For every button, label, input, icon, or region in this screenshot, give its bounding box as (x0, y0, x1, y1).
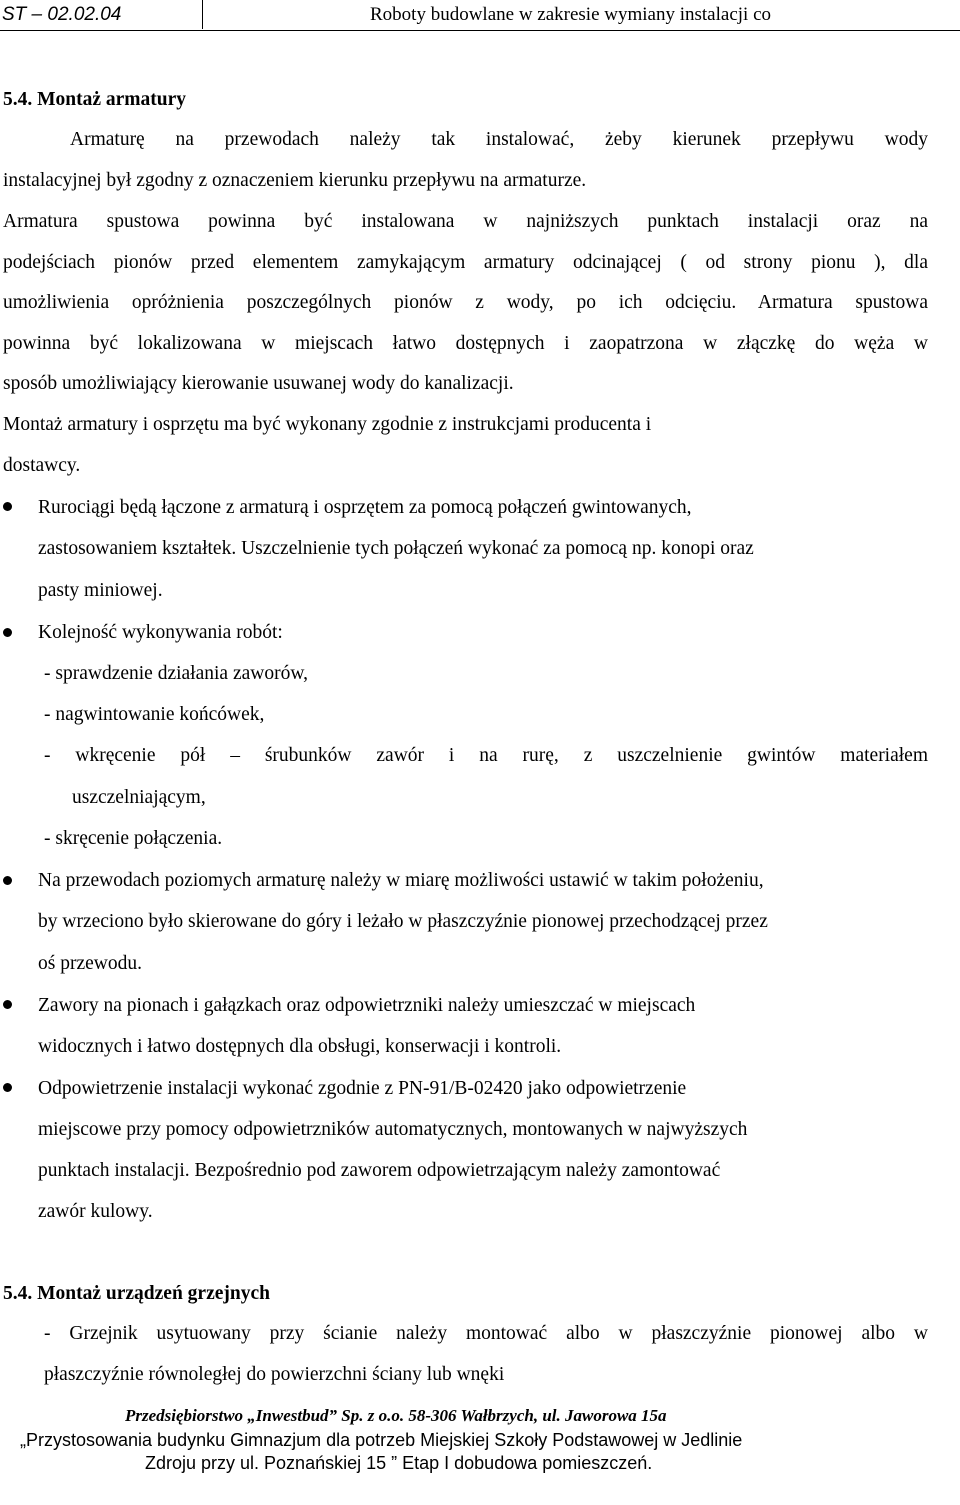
list-item-line: zawór kulowy. (38, 1201, 153, 1222)
list-item-line: - sprawdzenie działania zaworów, (44, 663, 309, 684)
list-item-line: uszczelniającym, (72, 787, 206, 808)
section-title-grzejniki: 5.4. Montaż urządzeń grzejnych (3, 1283, 270, 1304)
paragraph-line: Montaż armatury i osprzętu ma być wykonany zgodnie z instrukcjami producenta i (3, 414, 652, 435)
bullet-icon (3, 1000, 12, 1009)
bullet-icon (3, 628, 12, 637)
list-item-line: punktach instalacji. Bezpośrednio pod zaworem odpowietrzającym należy zamontować (38, 1160, 721, 1181)
footer-project-line: Zdroju przy ul. Poznańskiej 15 ” Etap I dobudowa pomieszczeń. (145, 1453, 653, 1473)
paragraph-line: dostawcy. (3, 455, 81, 476)
list-item-line: - skręcenie połączenia. (44, 828, 223, 849)
paragraph-line: - Grzejnik usytuowany przy ścianie należy montować albo w płaszczyźnie pionowej albo w (44, 1323, 928, 1344)
header-title: Roboty budowlane w zakresie wymiany instalacji co (370, 4, 772, 25)
list-item-line: widocznych i łatwo dostępnych dla obsługi, konserwacji i kontroli. (38, 1036, 562, 1057)
footer-company: Przedsiębiorstwo „Inwestbud” Sp. z o.o. 58-306 Wałbrzych, ul. Jaworowa 15a (125, 1406, 667, 1425)
list-item-line: miejscowe przy pomocy odpowietrzników automatycznych, montowanych w najwyższych (38, 1119, 748, 1140)
paragraph-line: Armatura spustowa powinna być instalowana w najniższych punktach instalacji oraz na (3, 211, 928, 232)
bullet-icon (3, 1083, 12, 1092)
bullet-icon (3, 876, 12, 885)
list-item-line: Rurociągi będą łączone z armaturą i osprzętem za pomocą połączeń gwintowanych, (38, 497, 692, 518)
paragraph-line: instalacyjnej był zgodny z oznaczeniem kierunku przepływu na armaturze. (3, 170, 587, 191)
bullet-icon (3, 502, 12, 511)
list-item-line: by wrzeciono było skierowane do góry i leżało w płaszczyźnie pionowej przechodzącej przez (38, 911, 768, 932)
paragraph-line: podejściach pionów przed elementem zamykającym armatury odcinającej ( od strony pionu ), dla (3, 252, 928, 273)
paragraph-line: płaszczyźnie równoległej do powierzchni ściany lub wnęki (44, 1364, 505, 1385)
section-title-armatura: 5.4. Montaż armatury (3, 89, 187, 110)
footer-project-line: „Przystosowania budynku Gimnazjum dla potrzeb Miejskiej Szkoły Podstawowej w Jedlinie (20, 1430, 743, 1450)
page-header (0, 0, 960, 31)
list-item-line: Na przewodach poziomych armaturę należy w miarę możliwości ustawić w takim położeniu, (38, 870, 764, 891)
paragraph-line: sposób umożliwiający kierowanie usuwanej wody do kanalizacji. (3, 373, 514, 394)
paragraph-line: powinna być lokalizowana w miejscach łatwo dostępnych i zaopatrzona w złączkę do węża w (3, 333, 928, 354)
list-item-line: Kolejność wykonywania robót: (38, 622, 283, 643)
list-item-line: pasty miniowej. (38, 580, 163, 601)
paragraph-line: Armaturę na przewodach należy tak instalować, żeby kierunek przepływu wody (70, 129, 928, 150)
list-item-line: oś przewodu. (38, 953, 142, 974)
list-item-line: - wkręcenie pół – śrubunków zawór i na rurę, z uszczelnienie gwintów materiałem (44, 745, 928, 766)
spec-code: ST – 02.02.04 (0, 0, 203, 29)
list-item-line: zastosowaniem kształtek. Uszczelnienie tych połączeń wykonać za pomocą np. konopi oraz (38, 538, 754, 559)
list-item-line: - nagwintowanie końcówek, (44, 704, 265, 725)
paragraph-line: umożliwienia opróżnienia poszczególnych pionów z wody, po ich odcięciu. Armatura spustowa (3, 292, 928, 313)
list-item-line: Zawory na pionach i gałązkach oraz odpowietrzniki należy umieszczać w miejscach (38, 995, 696, 1016)
list-item-line: Odpowietrzenie instalacji wykonać zgodnie z PN-91/B-02420 jako odpowietrzenie (38, 1078, 687, 1099)
